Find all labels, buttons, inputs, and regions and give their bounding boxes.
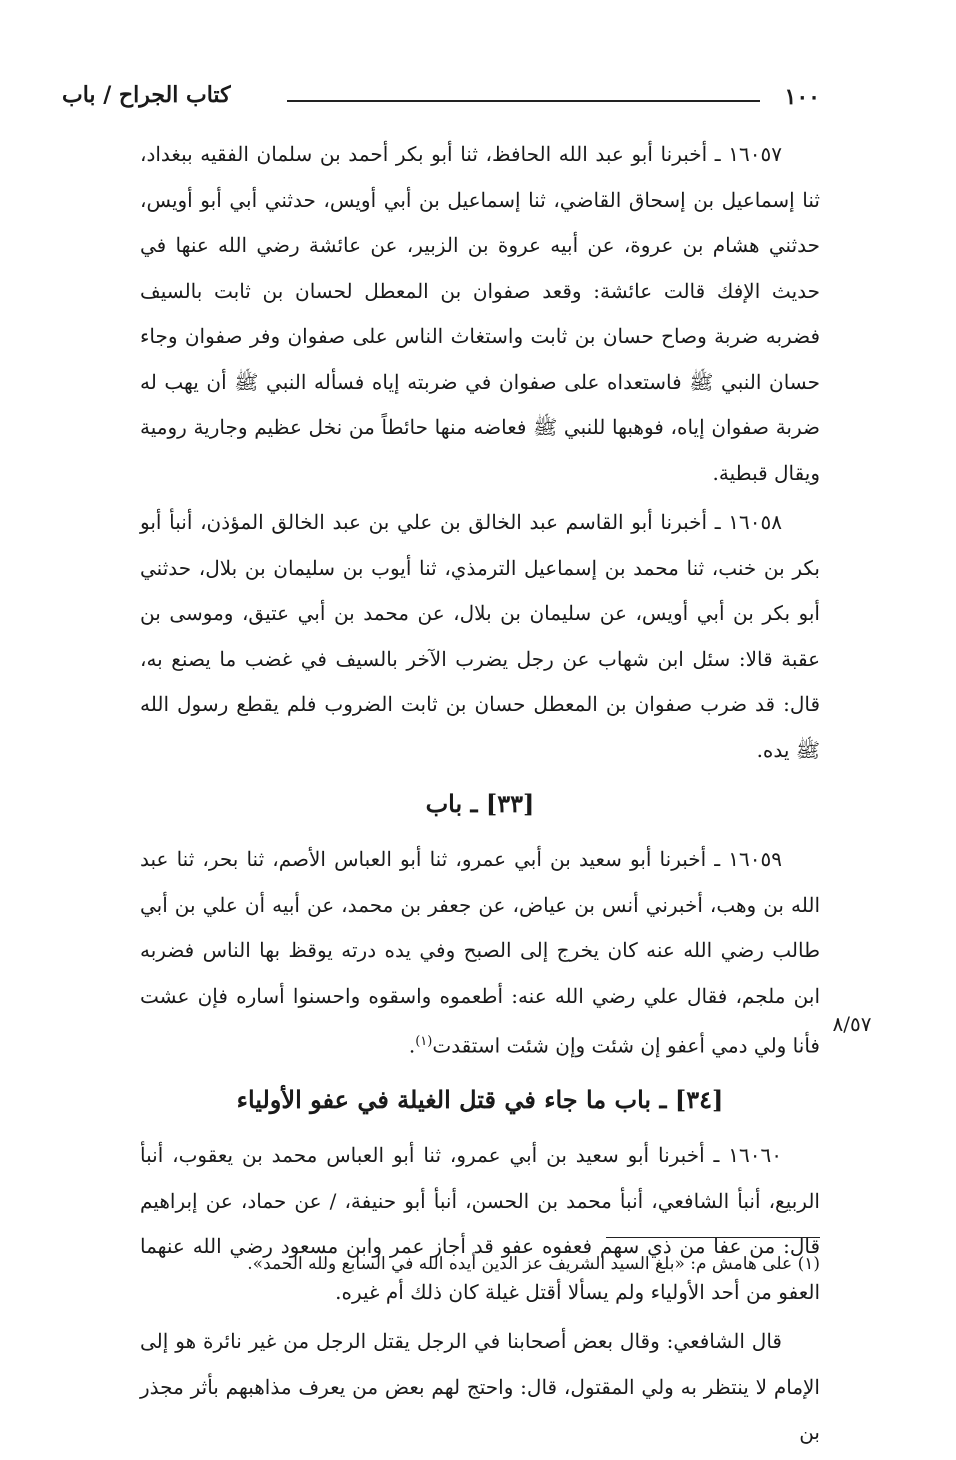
footnote: (١) على هامش م: «بلغ السيد الشريف عز الدين أيده الله في السابع ولله الحمد». (247, 1254, 820, 1274)
hadith-16059 (140, 837, 820, 1069)
margin-note: ٨/٥٧ (832, 1012, 872, 1036)
footnote-rule (606, 1237, 820, 1238)
hadith-16060: ١٦٠٦٠ ـ أخبرنا أبو سعيد بن أبي عمرو، ثنا أبو العباس محمد بن يعقوب، أنبأ الربيع، أنبأ الشافعي، أنبأ محمد بن الحسن، أنبأ أبو حنيفة، / عن حماد، عن إبراهيم قال: من عفا من ذي سهم فعفوه عفو قد أجاز عمر وابن مسعود رضي الله عنهما العفو من أحد الأولياء ولم يسألا أقتل غيلة كان ذلك أم غيره. (140, 1143, 820, 1304)
section-heading-34: [٣٤] ـ باب ما جاء في قتل الغيلة في عفو الأولياء (236, 1085, 724, 1115)
hadith-16057: ١٦٠٥٧ ـ أخبرنا أبو عبد الله الحافظ، ثنا أبو بكر أحمد بن سلمان الفقيه ببغداد، ثنا إسماعيل بن إسحاق القاضي، ثنا إسماعيل بن أبي أويس، حدثني أبي أبو أويس، حدثني هشام بن عروة، عن أبيه عروة بن الزبير، عن عائشة رضي الله عنها في حديث الإفك قالت عائشة: وقعد صفوان بن المعطل لحسان بن ثابت بالسيف فضربه ضربة وصاح حسان بن ثابت واستغاث الناس على صفوان وفر صفوان وجاء حسان النبي ﷺ فاستعداه على صفوان في ضربته إياه فسأله النبي ﷺ أن يهب له ضربة صفوان إياه، فوهبها للنبي ﷺ فعاضه منها حائطاً من نخل عظيم وجارية رومية ويقال قبطية. (140, 142, 820, 485)
page-header (62, 82, 820, 112)
hadith-16059-end: . (408, 1033, 416, 1058)
header-rule (287, 100, 760, 102)
section-heading-33: [٣٣] ـ باب (425, 789, 535, 818)
hadith-16059-text: ١٦٠٥٩ ـ أخبرنا أبو سعيد بن أبي عمرو، ثنا أبو العباس الأصم، ثنا بحر، ثنا عبد الله بن وهب، أخبرني أنس بن عياض، عن جعفر بن محمد، عن أبيه أن علي بن أبي طالب رضي الله عنه كان يخرج إلى الصبح وفي يده درته يوقظ بها الناس فضربه ابن ملجم، فقال علي رضي الله عنه: أطعموه واسقوه واحسنوا أساره فإن عشت فأنا ولي دمي أعفو إن شئت وإن شئت استقدت (140, 847, 820, 1058)
running-title: كتاب الجراح / باب (62, 82, 239, 108)
page-number: ١٠٠ (777, 84, 820, 110)
shafii-paragraph: قال الشافعي: وقال بعض أصحابنا في الرجل يقتل الرجل من غير نائرة هو إلى الإمام لا ينتظر به ولي المقتول، قال: واحتج لهم بعض من يعرف مذاهبهم بأثر مجذر بن (140, 1329, 820, 1445)
hadith-16058: ١٦٠٥٨ ـ أخبرنا أبو القاسم عبد الخالق بن علي بن عبد الخالق المؤذن، أنبأ أبو بكر بن خنب، ثنا محمد بن إسماعيل الترمذي، ثنا أيوب بن سليمان بن بلال، حدثني أبو بكر بن أبي أويس، عن سليمان بن بلال، عن محمد بن أبي عتيق، وموسى بن عقبة قالا: سئل ابن شهاب عن رجل يضرب الآخر بالسيف في غضب ما يصنع به، قال: قد ضرب صفوان بن المعطل حسان بن ثابت الضروب فلم يقطع رسول الله ﷺ يده. (140, 510, 820, 762)
footnote-marker: (١) (415, 1034, 433, 1049)
